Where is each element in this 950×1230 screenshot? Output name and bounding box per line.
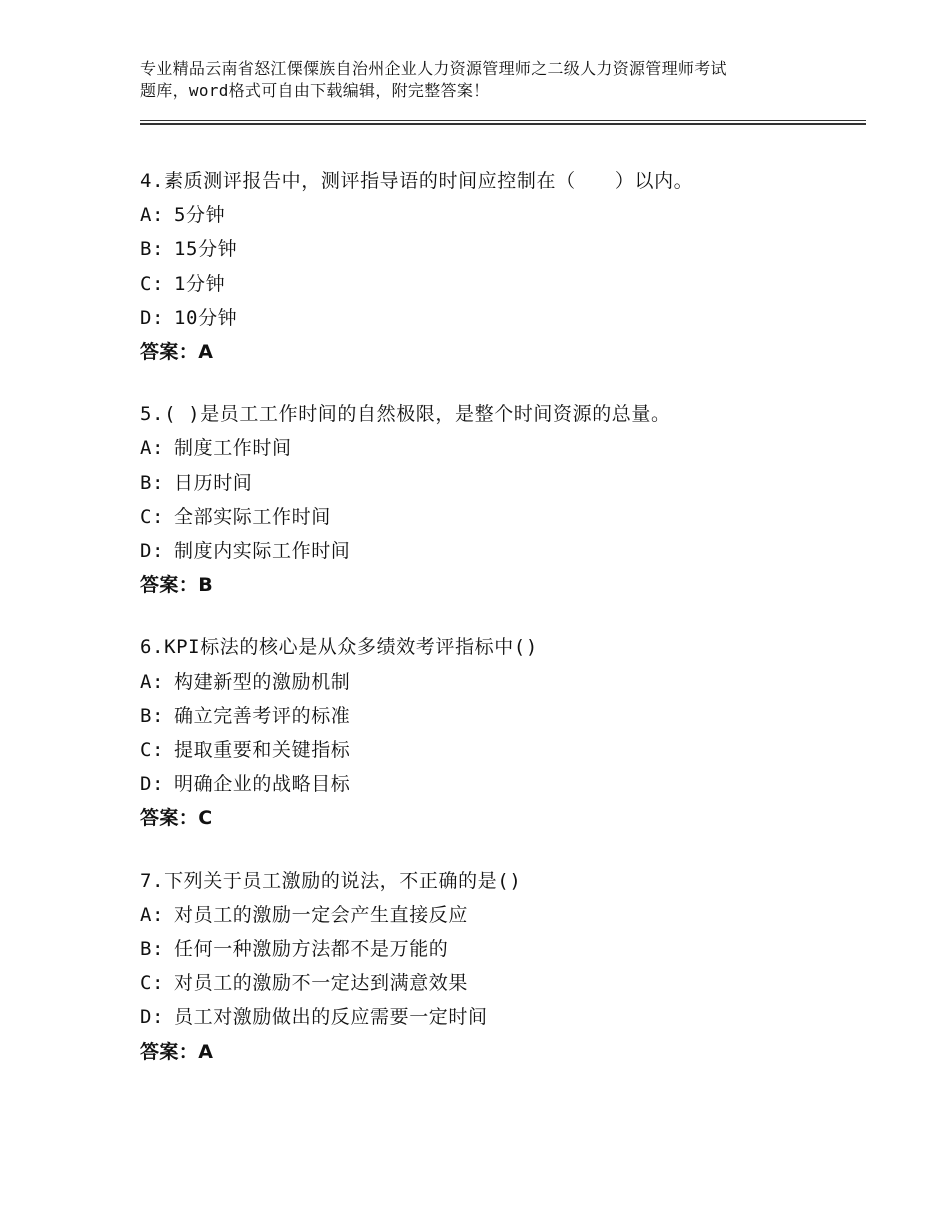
answer-line: 答案：A xyxy=(140,341,214,364)
option-text: 提取重要和关键指标 xyxy=(174,739,351,762)
option-letter: D: xyxy=(140,540,165,563)
option-c xyxy=(140,733,866,767)
option-letter: C: xyxy=(140,972,165,995)
option-b xyxy=(140,932,866,966)
question-6 xyxy=(140,630,866,835)
option-text: 明确企业的战略目标 xyxy=(174,773,351,796)
option-letter: B: xyxy=(140,938,165,961)
question-5 xyxy=(140,397,866,602)
option-a xyxy=(140,665,866,699)
option-d xyxy=(140,534,866,568)
option-c xyxy=(140,267,866,301)
answer-line: 答案：B xyxy=(140,574,214,597)
option-letter: D: xyxy=(140,306,165,329)
option-d xyxy=(140,1000,866,1034)
option-b xyxy=(140,699,866,733)
option-text: 确立完善考评的标准 xyxy=(174,704,351,727)
option-text: 5分钟 xyxy=(174,204,226,227)
option-letter: A: xyxy=(140,903,165,926)
option-letter: C: xyxy=(140,739,165,762)
option-text: 员工对激励做出的反应需要一定时间 xyxy=(174,1006,488,1029)
option-a xyxy=(140,431,866,465)
option-letter: A: xyxy=(140,204,165,227)
option-letter: C: xyxy=(140,272,165,295)
question-stem: 7.下列关于员工激励的说法，不正确的是() xyxy=(140,869,522,892)
option-text: 全部实际工作时间 xyxy=(174,505,331,528)
option-c xyxy=(140,500,866,534)
option-text: 制度内实际工作时间 xyxy=(174,540,351,563)
option-d xyxy=(140,301,866,335)
option-letter: D: xyxy=(140,773,165,796)
option-letter: B: xyxy=(140,704,165,727)
question-7 xyxy=(140,864,866,1069)
option-text: 对员工的激励一定会产生直接反应 xyxy=(174,903,469,926)
option-c xyxy=(140,966,866,1000)
option-text: 对员工的激励不一定达到满意效果 xyxy=(174,972,469,995)
option-text: 任何一种激励方法都不是万能的 xyxy=(174,938,449,961)
option-d xyxy=(140,767,866,801)
question-stem: 5.( )是员工工作时间的自然极限，是整个时间资源的总量。 xyxy=(140,403,671,426)
answer-line: 答案：C xyxy=(140,807,213,830)
option-b xyxy=(140,466,866,500)
option-text: 1分钟 xyxy=(174,272,226,295)
document-header xyxy=(140,58,840,102)
option-letter: C: xyxy=(140,505,165,528)
option-text: 15分钟 xyxy=(174,238,238,261)
option-text: 10分钟 xyxy=(174,306,238,329)
option-letter: A: xyxy=(140,670,165,693)
header-rule-thin xyxy=(140,120,866,121)
option-b xyxy=(140,232,866,266)
option-letter: B: xyxy=(140,238,165,261)
question-4 xyxy=(140,164,866,369)
question-stem: 6.KPI标法的核心是从众多绩效考评指标中() xyxy=(140,636,538,659)
header-line-2: 题库，word格式可自由下载编辑，附完整答案！ xyxy=(140,81,490,100)
question-stem: 4.素质测评报告中，测评指导语的时间应控制在（ ）以内。 xyxy=(140,170,694,192)
header-line-1: 专业精品云南省怒江傈僳族自治州企业人力资源管理师之二级人力资源管理师考试 xyxy=(140,59,727,78)
option-text: 日历时间 xyxy=(174,471,253,494)
option-a xyxy=(140,898,866,932)
option-text: 构建新型的激励机制 xyxy=(174,670,351,693)
option-letter: B: xyxy=(140,471,165,494)
option-a xyxy=(140,198,866,232)
question-list xyxy=(140,164,866,1097)
option-text: 制度工作时间 xyxy=(174,437,292,460)
answer-line: 答案：A xyxy=(140,1040,214,1063)
header-rule-thick xyxy=(140,123,866,125)
option-letter: A: xyxy=(140,437,165,460)
option-letter: D: xyxy=(140,1006,165,1029)
